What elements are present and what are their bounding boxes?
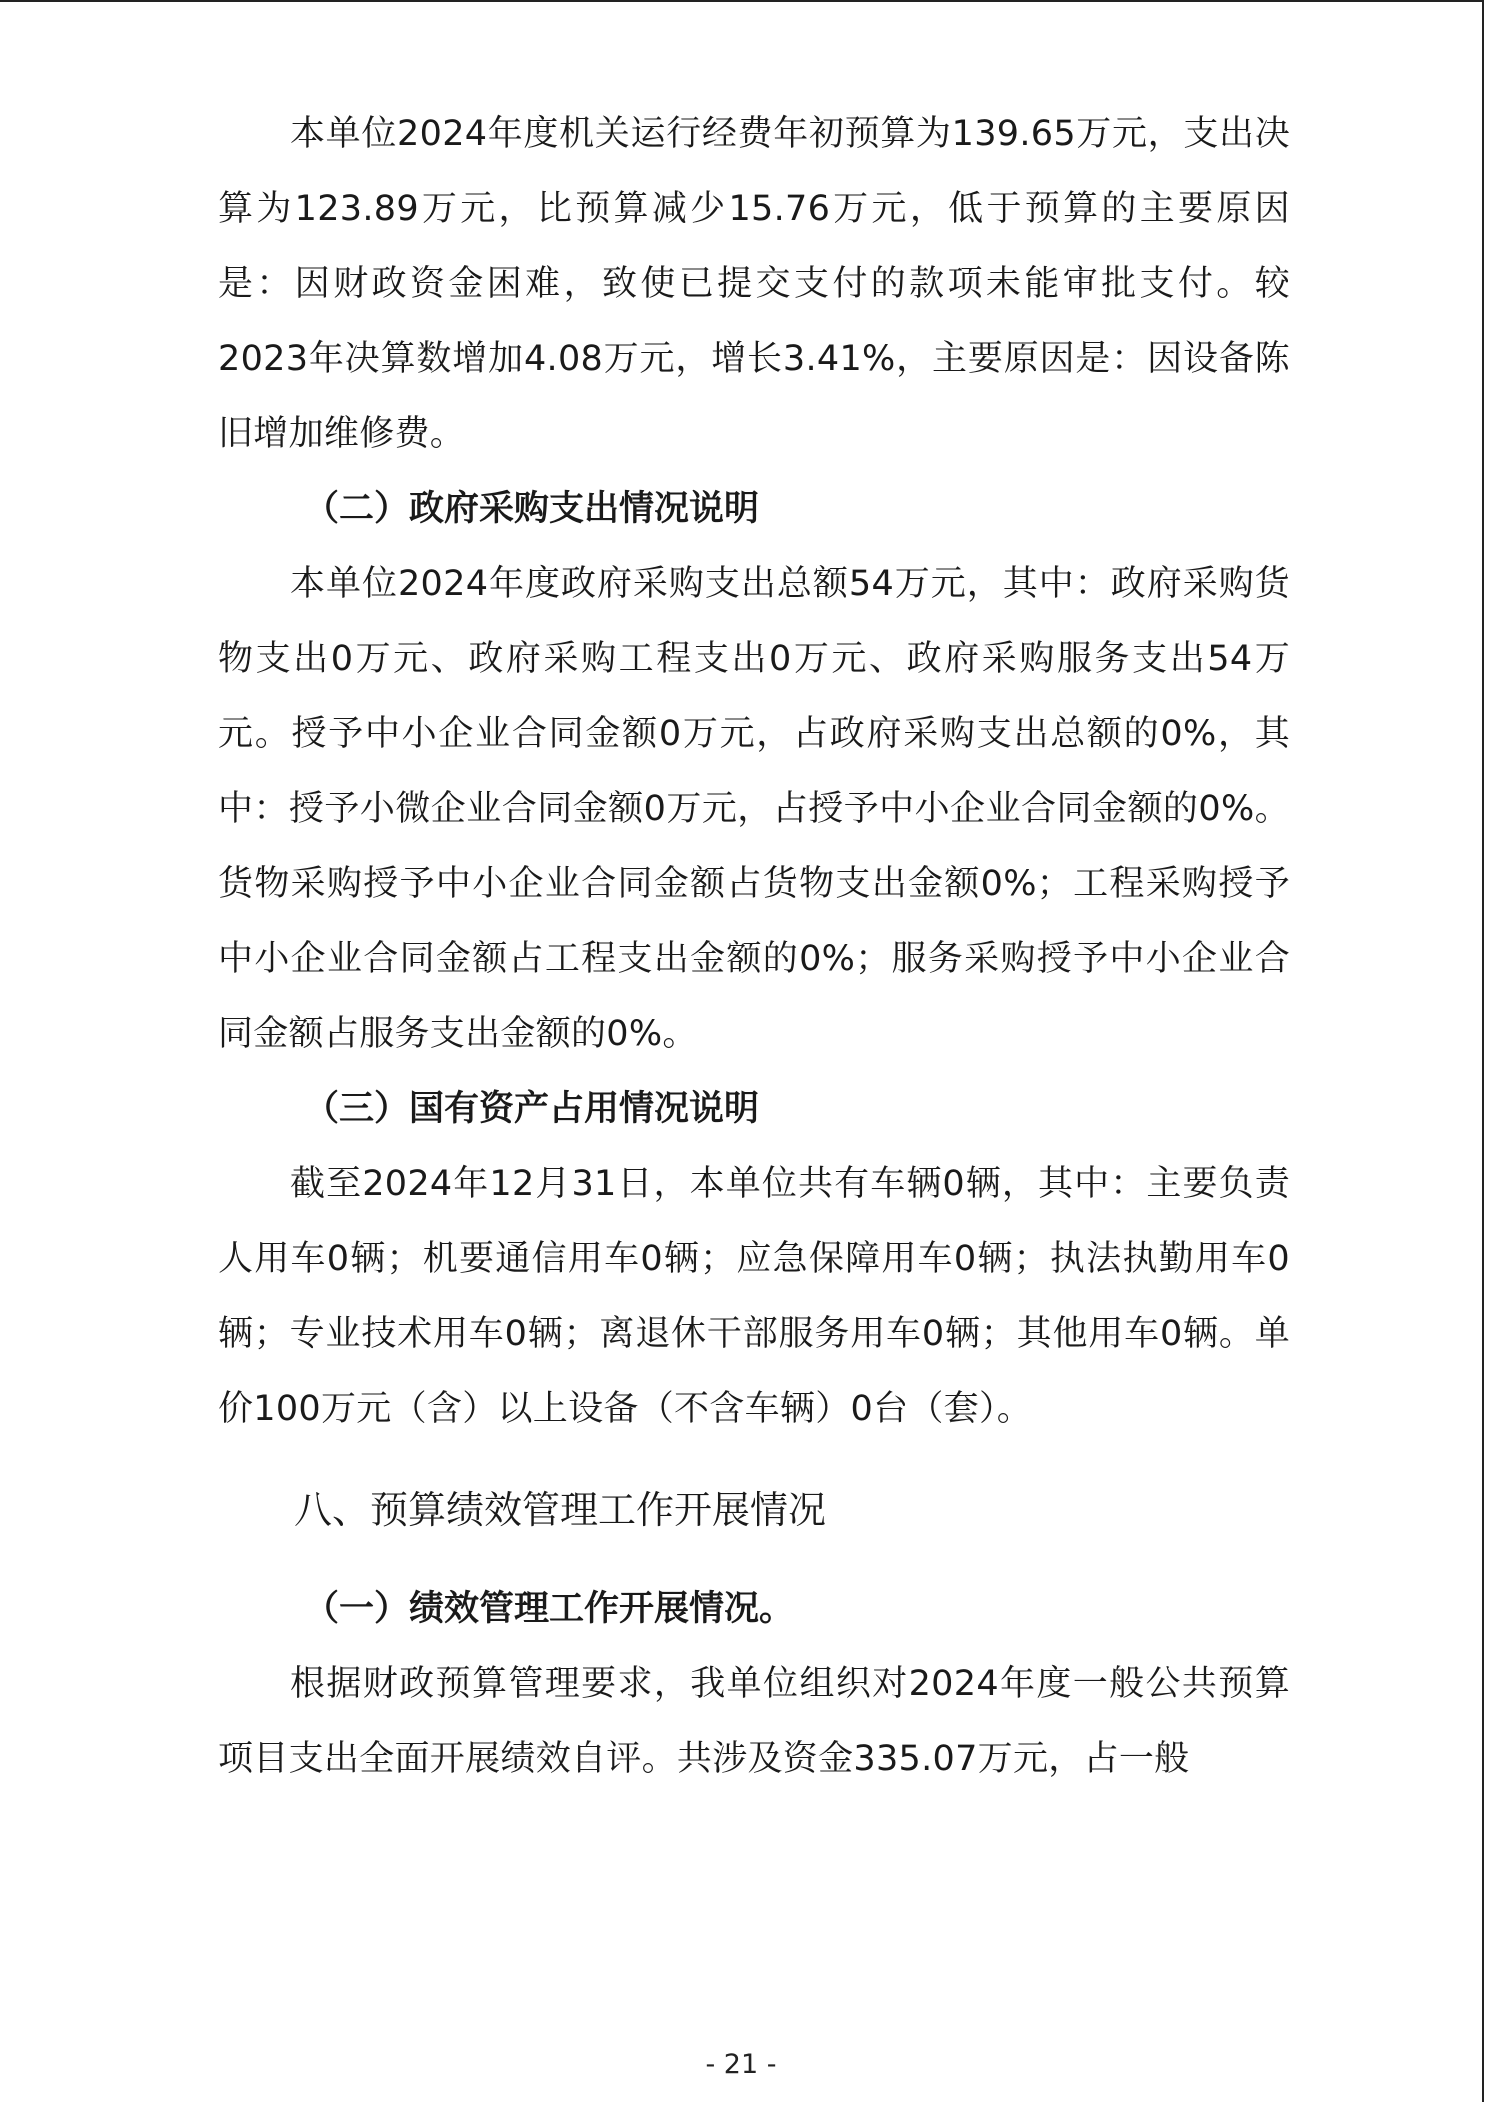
paragraph-procurement: 本单位2024年度政府采购支出总额54万元，其中：政府采购货物支出0万元、政府采购工程支出0万元、政府采购服务支出54万元。授予中小企业合同金额0万元，占政府采购支出总额的0%，其中：授予小微企业合同金额0万元，占授予中小企业合同金额的0%。货物采购授予中小企业合同金额占货物支出金额0%；工程采购授予中小企业合同金额占工程支出金额的0%；服务采购授予中小企业合同金额占服务支出金额的0%。	[218, 564, 1290, 1054]
paragraph-assets: 截至2024年12月31日，本单位共有车辆0辆，其中：主要负责人用车0辆；机要通信用车0辆；应急保障用车0辆；执法执勤用车0辆；专业技术用车0辆；离退休干部服务用车0辆；其他用车0辆。单价100万元（含）以上设备（不含车辆）0台（套）。	[218, 1164, 1290, 1429]
heading-state-assets: （三）国有资产占用情况说明	[304, 1089, 760, 1129]
heading-government-procurement: （二）政府采购支出情况说明	[304, 489, 760, 529]
page-content	[218, 97, 1290, 1797]
page-number: - 21 -	[705, 2049, 777, 2080]
paragraph-performance: 根据财政预算管理要求，我单位组织对2024年度一般公共预算项目支出全面开展绩效自评。共涉及资金335.07万元，占一般	[218, 1664, 1290, 1779]
paragraph-operating-expenses: 本单位2024年度机关运行经费年初预算为139.65万元，支出决算为123.89万元，比预算减少15.76万元，低于预算的主要原因是：因财政资金困难，致使已提交支付的款项未能审批支付。较2023年决算数增加4.08万元，增长3.41%，主要原因是：因设备陈旧增加维修费。	[218, 114, 1290, 454]
section-heading-performance: 八、预算绩效管理工作开展情况	[294, 1488, 827, 1532]
heading-performance-management: （一）绩效管理工作开展情况。	[304, 1589, 795, 1629]
